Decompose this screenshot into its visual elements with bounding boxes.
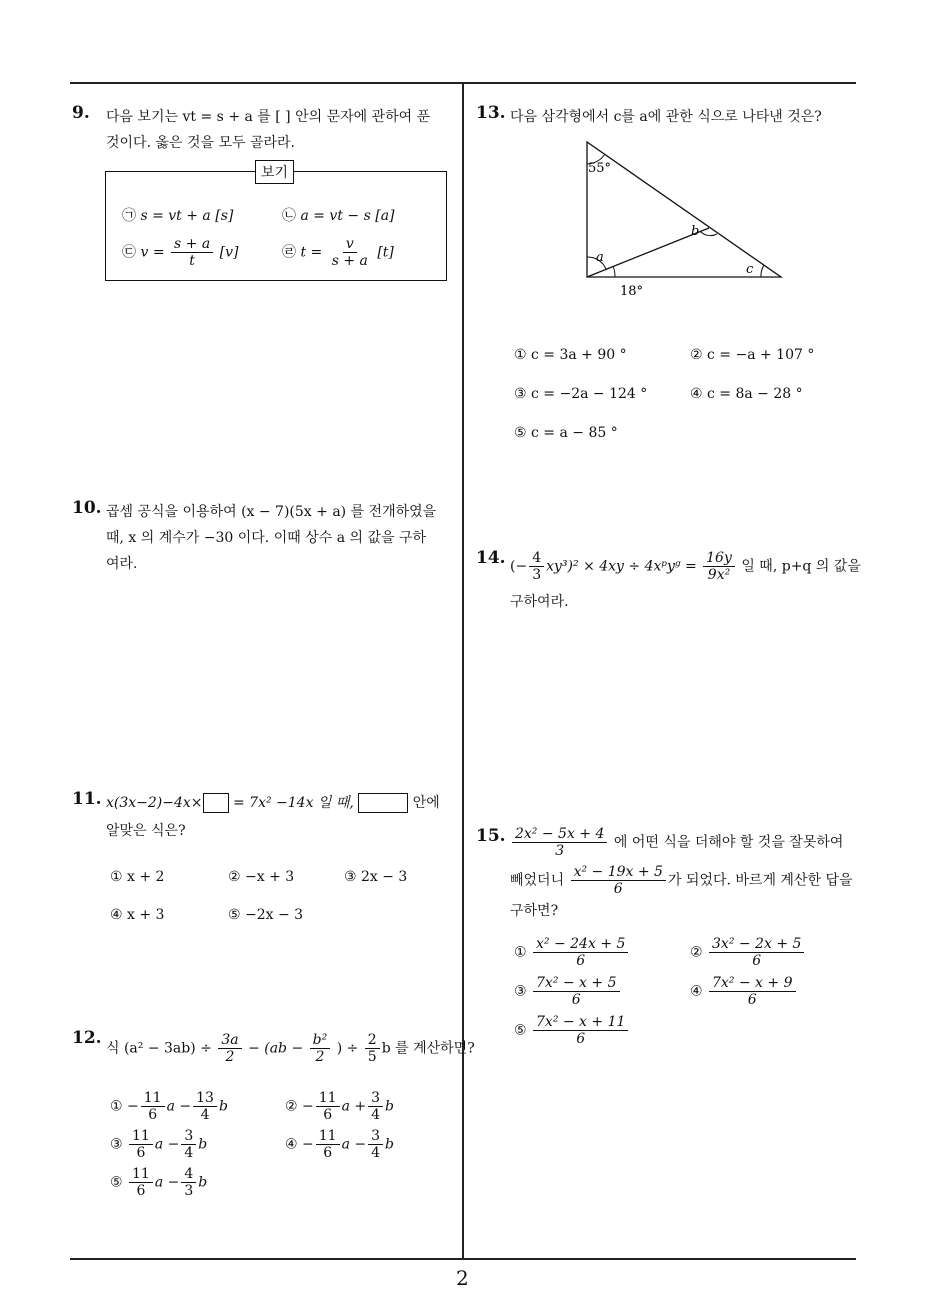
question-text: 식 (a² − 3ab) ÷ $\frac{3a}{2}$ − (ab − $\frac{\text{b²}}{2}$ ) ÷ $\frac{2}{5}$ b 를 계산하면? <box>106 1032 475 1066</box>
question-text: 구하면? <box>510 903 559 919</box>
question-number: 10. <box>72 498 102 518</box>
question-number: 9. <box>72 103 90 123</box>
question-text: 곱셈 공식을 이용하여 (x − 7)(5x + a) 를 전개하였을 <box>106 504 437 520</box>
option-3[interactable]: ③ c = −2a − 124 ° <box>514 386 648 402</box>
option-2[interactable]: ② −x + 3 <box>228 869 295 885</box>
question-text: 때, x 의 계수가 −30 이다. 이때 상수 a 의 값을 구하 <box>106 530 427 546</box>
angle-label-a: a <box>596 250 604 265</box>
angle-label-b: b <box>691 224 700 239</box>
option-4[interactable]: ④ − $\frac{11}{6}$ a − $\frac{3}{4}$ b <box>285 1128 394 1162</box>
example-item: ㉡ a = vt − s [a] <box>282 208 395 224</box>
option-1[interactable]: ① − $\frac{11}{6}$ a − $\frac{13}{4}$ b <box>110 1090 228 1124</box>
option-5[interactable]: ⑤ −2x − 3 <box>228 907 304 923</box>
option-2[interactable]: ② $\frac{\text{3x² − 2x + 5}}{6}$ <box>690 936 806 969</box>
option-2[interactable]: ② − $\frac{11}{6}$ a + $\frac{3}{4}$ b <box>285 1090 394 1124</box>
option-3[interactable]: ③ 2x − 3 <box>344 869 408 885</box>
column-divider <box>462 82 464 1258</box>
example-item: ㉠ s = vt + a [s] <box>122 208 234 224</box>
answer-blank <box>358 793 408 813</box>
angle-arc-c <box>761 265 764 277</box>
option-4[interactable]: ④ c = 8a − 28 ° <box>690 386 803 402</box>
page-number: 2 <box>456 1266 469 1290</box>
question-number: 15. <box>476 826 506 846</box>
option-5[interactable]: ⑤ $\frac{11}{6}$ a − $\frac{4}{3}$ b <box>110 1166 208 1200</box>
angle-label-c: c <box>746 262 754 277</box>
question-text: 빼었더니 $\frac{\text{x² − 19x + 5}}{6}$ 가 되었다. 바르게 계산한 답을 <box>510 864 853 898</box>
angle-arc-18 <box>613 266 615 277</box>
example-box-title: 보기 <box>255 160 294 184</box>
option-4[interactable]: ④ x + 3 <box>110 907 165 923</box>
example-item: ㉢ v = $\frac{s + a}{t}$ [v] <box>122 236 239 270</box>
bottom-rule <box>70 1258 856 1260</box>
question-text: (− $\frac{4}{3}$ xy³)² × 4xy ÷ 4xᵖyᵍ = $\frac{16y}{\text{9x²}}$ 일 때, p+q 의 값을 <box>510 550 861 584</box>
option-1[interactable]: ① $\frac{\text{x² − 24x + 5}}{6}$ <box>514 936 630 969</box>
option-4[interactable]: ④ $\frac{\text{7x² − x + 9}}{6}$ <box>690 975 798 1008</box>
question-number: 13. <box>476 103 506 123</box>
option-5[interactable]: ⑤ $\frac{\text{7x² − x + 11}}{6}$ <box>514 1014 630 1047</box>
angle-label-top: 55° <box>588 161 612 176</box>
angle-label-bottom: 18° <box>620 284 644 299</box>
question-number: 12. <box>72 1028 102 1048</box>
question-text: 여라. <box>106 556 138 572</box>
option-1[interactable]: ① c = 3a + 90 ° <box>514 347 627 363</box>
option-1[interactable]: ① x + 2 <box>110 869 165 885</box>
angle-arc-b <box>700 231 717 236</box>
triangle-diagram <box>580 135 790 300</box>
option-3[interactable]: ③ $\frac{\text{7x² − x + 5}}{6}$ <box>514 975 622 1008</box>
option-2[interactable]: ② c = −a + 107 ° <box>690 347 815 363</box>
question-text: 다음 보기는 vt = s + a 를 [ ] 안의 문자에 관하여 푼 <box>106 109 431 125</box>
question-text: 알맞은 식은? <box>106 823 186 839</box>
answer-blank <box>203 793 229 813</box>
question-text: 구하여라. <box>510 594 569 610</box>
question-number: 14. <box>476 548 506 568</box>
example-item: ㉣ t = $\frac{v}{s + a}$ [t] <box>282 236 394 270</box>
option-5[interactable]: ⑤ c = a − 85 ° <box>514 425 618 441</box>
question-number: 11. <box>72 789 102 809</box>
question-text: $\frac{\text{2x² − 5x + 4}}{3}$ 에 어떤 식을 더해야 할 것을 잘못하여 <box>510 826 843 859</box>
question-text: x(3x−2)−4x× = 7x² −14x 일 때, 안에 <box>106 795 440 811</box>
question-text: 것이다. 옳은 것을 모두 골라라. <box>106 135 295 151</box>
triangle <box>587 142 781 277</box>
option-3[interactable]: ③ $\frac{11}{6}$ a − $\frac{3}{4}$ b <box>110 1128 208 1162</box>
question-text: 다음 삼각형에서 c를 a에 관한 식으로 나타낸 것은? <box>510 109 822 125</box>
